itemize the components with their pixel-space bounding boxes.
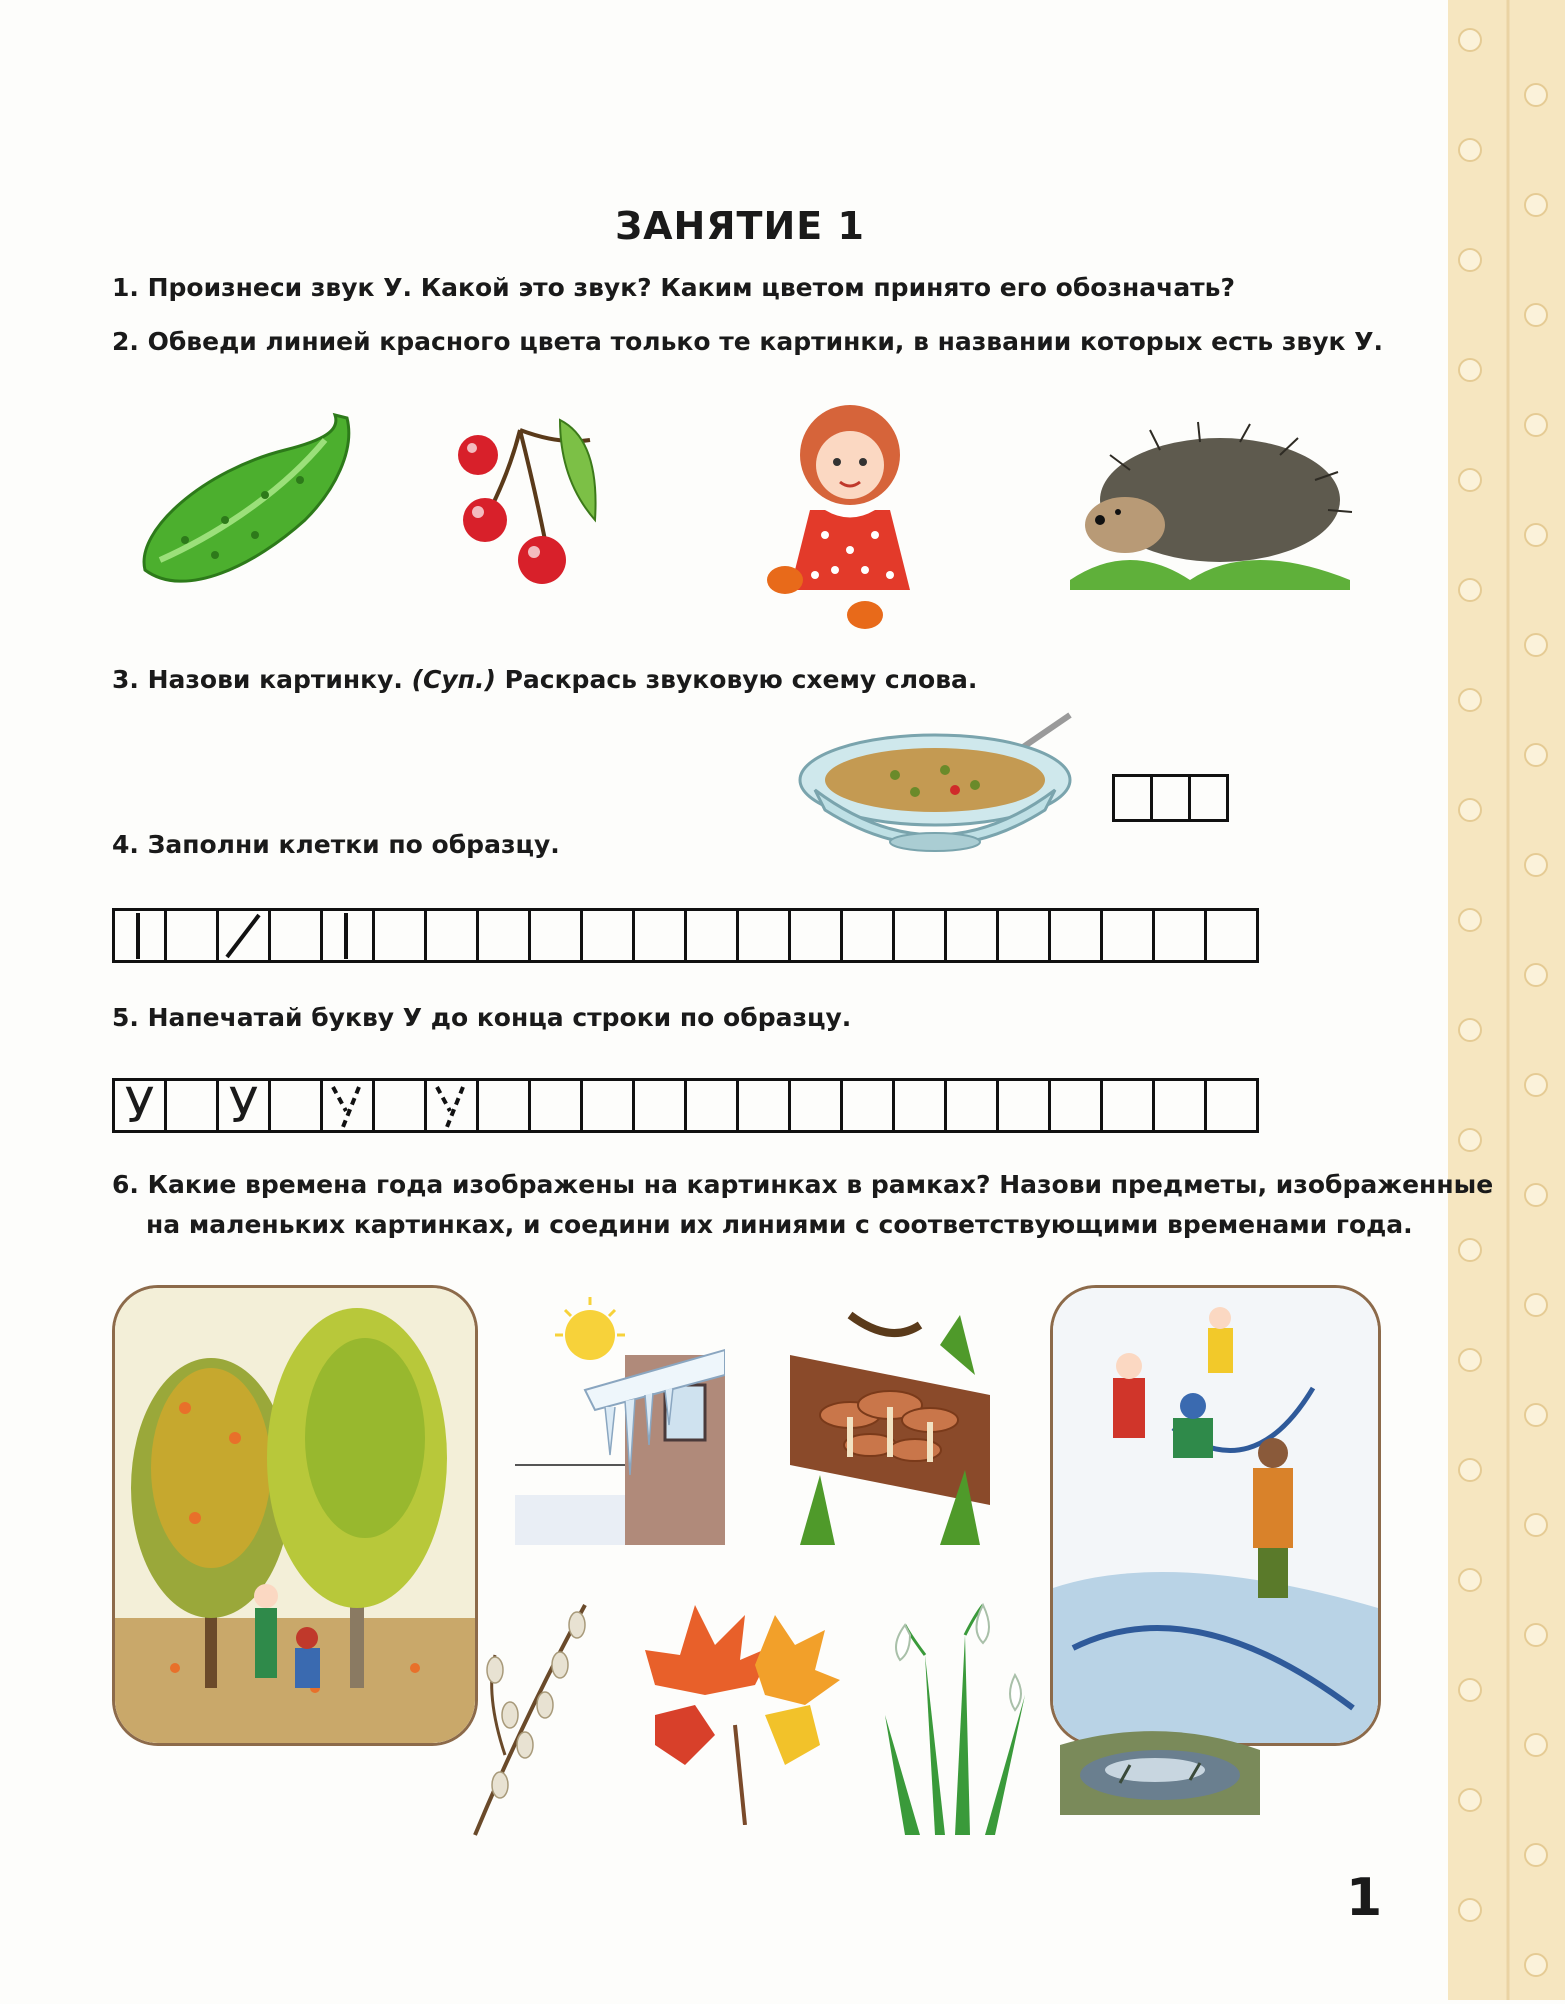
letter-cell[interactable] <box>1051 1078 1103 1133</box>
dotted-letter-icon <box>323 1081 369 1131</box>
pattern-cell-sample <box>115 908 167 963</box>
pattern-cell[interactable] <box>1051 908 1103 963</box>
letter-cell[interactable] <box>895 1078 947 1133</box>
letter-cell[interactable] <box>1155 1078 1207 1133</box>
letter-grid[interactable] <box>112 1078 1259 1133</box>
letter-cell[interactable] <box>1103 1078 1155 1133</box>
pattern-cell[interactable] <box>1103 908 1155 963</box>
task-5: 5. Напечатай букву У до конца строки по образцу. <box>112 1003 852 1032</box>
cherry-icon <box>450 410 610 590</box>
vertical-stroke-icon <box>323 911 369 961</box>
letter-cell-dotted[interactable] <box>323 1078 375 1133</box>
letter-cell[interactable] <box>531 1078 583 1133</box>
letter-cell-sample: У <box>219 1078 271 1133</box>
task-6-line-2: на маленьких картинках, и соедини их линиями с соответствующими временами года. <box>146 1210 1413 1239</box>
task-4: 4. Заполни клетки по образцу. <box>112 830 560 859</box>
pattern-cell[interactable] <box>375 908 427 963</box>
letter-cell[interactable] <box>999 1078 1051 1133</box>
slash-stroke-icon <box>219 911 265 961</box>
vertical-stroke-icon <box>115 911 161 961</box>
pattern-cell[interactable] <box>531 908 583 963</box>
task-1: 1. Произнеси звук У. Какой это звук? Каким цветом принято его обозначать? <box>112 273 1235 302</box>
hedgehog-icon <box>1070 420 1355 590</box>
pattern-cell-sample <box>219 908 271 963</box>
pattern-grid[interactable] <box>112 908 1259 963</box>
doll-icon <box>755 400 945 630</box>
letter-cell[interactable] <box>739 1078 791 1133</box>
pattern-cell[interactable] <box>1207 908 1259 963</box>
cucumber-icon <box>125 410 355 595</box>
letter-cell[interactable] <box>687 1078 739 1133</box>
task-2: 2. Обведи линией красного цвета только те картинки, в названии которых есть звук У. <box>112 327 1383 356</box>
puddle-icon <box>1060 1705 1260 1815</box>
pattern-cell-sample <box>323 908 375 963</box>
sound-scheme[interactable] <box>1112 774 1229 822</box>
letter-cell[interactable] <box>635 1078 687 1133</box>
letter-cell[interactable] <box>375 1078 427 1133</box>
task-3-text: 3. Назови картинку. <box>112 665 412 694</box>
snowdrop-icon <box>865 1575 1035 1835</box>
task-3-hint: (Суп.) <box>411 665 496 694</box>
pattern-cell-sample <box>271 908 323 963</box>
children-on-ice-icon <box>1053 1288 1378 1743</box>
pattern-cell[interactable] <box>947 908 999 963</box>
autumn-trees-icon <box>115 1288 475 1743</box>
pattern-cell[interactable] <box>843 908 895 963</box>
pattern-cell[interactable] <box>687 908 739 963</box>
maple-leaves-icon <box>635 1595 845 1825</box>
pattern-cell[interactable] <box>479 908 531 963</box>
letter-cell <box>167 1078 219 1133</box>
page-number: 1 <box>1346 1868 1383 1928</box>
pattern-cell[interactable] <box>427 908 479 963</box>
pattern-cell[interactable] <box>999 908 1051 963</box>
letter-cell-sample: У <box>115 1078 167 1133</box>
puzzle-border-icon <box>1448 0 1565 2000</box>
letter-cell[interactable] <box>791 1078 843 1133</box>
letter-cell-dotted[interactable] <box>427 1078 479 1133</box>
pattern-cell-sample <box>167 908 219 963</box>
letter-cell[interactable] <box>583 1078 635 1133</box>
decorative-border-strip <box>1448 0 1565 2000</box>
sound-scheme-box[interactable] <box>1153 774 1191 822</box>
dotted-letter-icon <box>427 1081 473 1131</box>
willow-branch-icon <box>465 1595 595 1840</box>
pattern-cell[interactable] <box>583 908 635 963</box>
letter-cell[interactable] <box>479 1078 531 1133</box>
soup-bowl-icon <box>795 710 1075 860</box>
pattern-cell[interactable] <box>791 908 843 963</box>
page-title: ЗАНЯТИЕ 1 <box>615 204 865 248</box>
spring-frame[interactable] <box>1050 1285 1381 1746</box>
pattern-cell[interactable] <box>1155 908 1207 963</box>
sound-scheme-box[interactable] <box>1115 774 1153 822</box>
letter-cell[interactable] <box>947 1078 999 1133</box>
letter-cell <box>271 1078 323 1133</box>
task-6-line-1: 6. Какие времена года изображены на картинках в рамках? Назови предметы, изображенные <box>112 1170 1494 1199</box>
task-3 <box>112 660 977 700</box>
mushrooms-icon <box>790 1305 990 1545</box>
sound-scheme-box[interactable] <box>1191 774 1229 822</box>
pattern-cell[interactable] <box>739 908 791 963</box>
pattern-cell[interactable] <box>895 908 947 963</box>
letter-cell[interactable] <box>843 1078 895 1133</box>
pattern-cell[interactable] <box>635 908 687 963</box>
icicles-house-icon <box>515 1295 725 1545</box>
letter-cell[interactable] <box>1207 1078 1259 1133</box>
task-3-text-end: Раскрась звуковую схему слова. <box>495 665 978 694</box>
autumn-frame[interactable] <box>112 1285 478 1746</box>
